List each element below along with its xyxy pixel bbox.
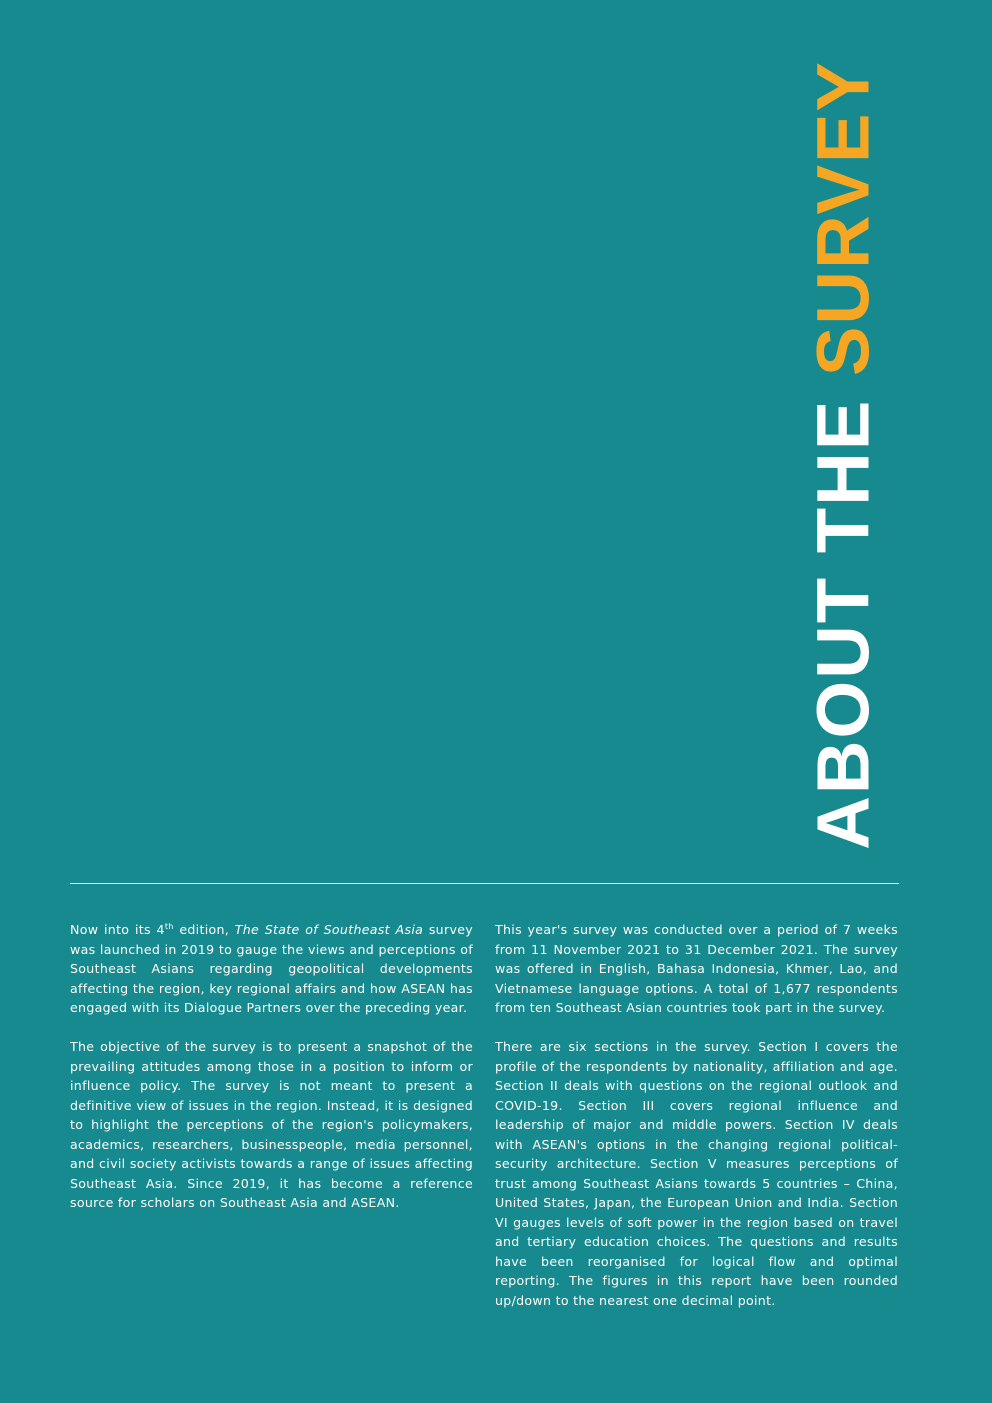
publication-title: The State of Southeast Asia (234, 922, 424, 937)
page-title (801, 60, 885, 850)
right-text-column (495, 920, 898, 1330)
sections-paragraph: There are six sections in the survey. Section I covers the profile of the respondents by nationality, affiliation and age. Section II deals with questions on the regional outlook and COVID-19. Section III covers regional influence and leadership of major and middle powers. Section IV deals with ASEAN's options in the changing regional political-security architecture. Section V measures perceptions of trust among Southeast Asians towards 5 countries – China, United States, Japan, the European Union and India. Section VI gauges levels of soft power in the region based on travel and tertiary education choices. The questions and results have been reorganised for logical flow and optimal reporting. The figures in this report have been rounded up/down to the nearest one decimal point. (495, 1039, 898, 1308)
title-survey: SURVEY (801, 60, 885, 377)
intro-text-start: Now into its 4 (70, 922, 165, 937)
objective-paragraph: The objective of the survey is to present a snapshot of the prevailing attitudes among those in a position to inform or influence policy. The survey is not meant to present a definitive view of issues in the region. Instead, it is designed to highlight the perceptions of the region's policymakers, academics, researchers, businesspeople, media personnel, and civil society activists towards a range of issues affecting Southeast Asia. Since 2019, it has become a reference source for scholars on Southeast Asia and ASEAN. (70, 1039, 473, 1210)
page-title-container (778, 60, 908, 850)
intro-text-end: survey was launched in 2019 to gauge the views and perceptions of Southeast Asians regarding geopolitical developments affecting the region, key regional affairs and how ASEAN has engaged with its Dialogue Partners over the preceding year. (70, 922, 473, 1015)
edition-superscript: th (164, 922, 174, 931)
methodology-paragraph: This year's survey was conducted over a period of 7 weeks from 11 November 2021 to 31 December 2021. The survey was offered in English, Bahasa Indonesia, Khmer, Lao, and Vietnamese language options. A total of 1,677 respondents from ten Southeast Asian countries took part in the survey. (495, 922, 898, 1015)
title-about-the: ABOUT THE (801, 376, 885, 850)
intro-paragraph (70, 920, 473, 1018)
intro-text-mid: edition, (173, 922, 235, 937)
horizontal-divider (70, 883, 899, 884)
left-text-column (70, 920, 473, 1232)
